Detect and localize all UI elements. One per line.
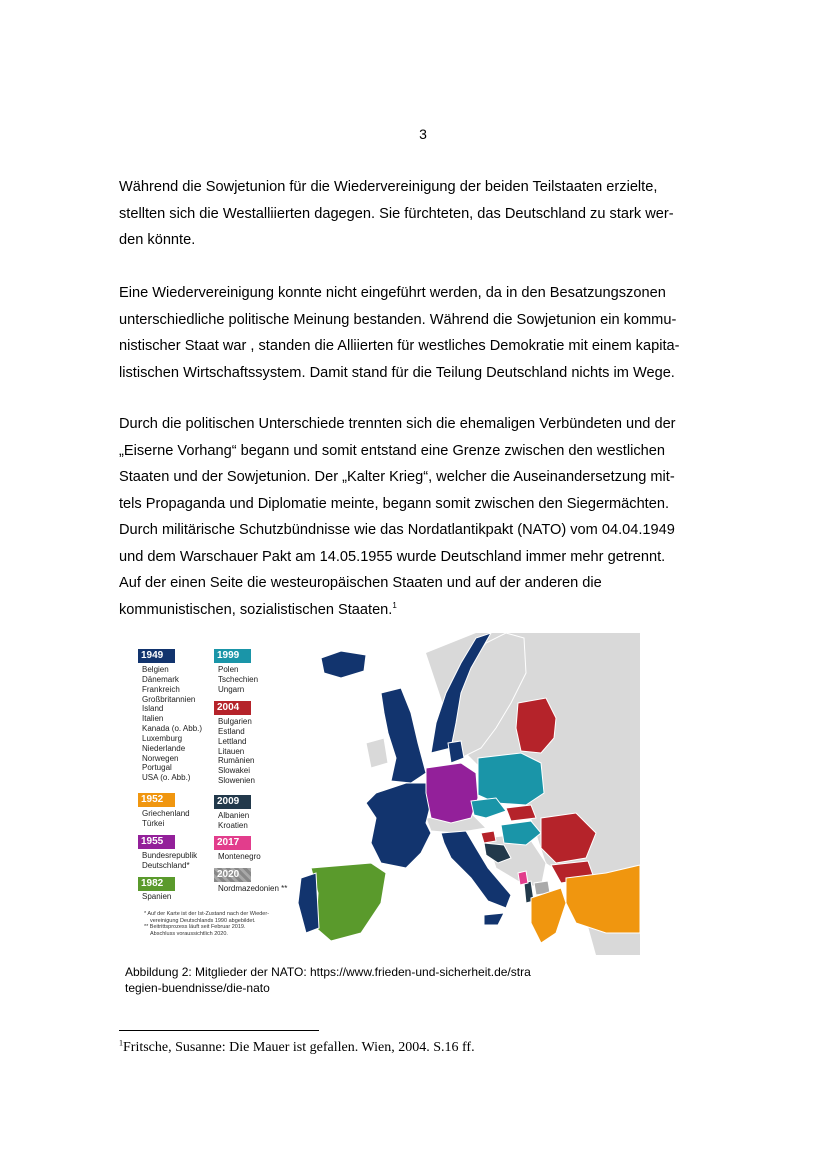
legend-badge-2017: 2017 — [214, 836, 251, 850]
legend-country: Griechenland — [142, 809, 190, 818]
footnote-reference[interactable]: 1 — [392, 600, 397, 610]
text-line — [119, 597, 711, 624]
legend-country: Italien — [142, 714, 164, 724]
legend-badge-1949: 1949 — [138, 649, 175, 663]
page-number: 3 — [419, 126, 427, 142]
text-line: Während die Sowjetunion für die Wiedervereinigung der beiden Teilstaaten erzielte, — [119, 179, 658, 195]
legend-country: Litauen — [218, 746, 245, 756]
map-legend — [126, 633, 640, 955]
text-line: und dem Warschauer Pakt am 14.05.1955 wurde Deutschland immer mehr getrennt. — [119, 548, 666, 565]
legend-badge-1952: 1952 — [138, 793, 175, 807]
legend-note: Abschluss voraussichtlich 2020. — [150, 930, 228, 937]
footnote — [119, 1040, 475, 1056]
legend-badge-2004: 2004 — [214, 701, 251, 715]
text-line: Staaten und der Sowjetunion. Der „Kalter Krieg“, welcher die Auseinandersetzung mit- — [119, 469, 675, 485]
legend-countries-1982 — [142, 892, 171, 902]
legend-country: Luxemburg — [142, 733, 183, 743]
legend-countries-2020 — [218, 884, 287, 894]
legend-badge-2020: 2020 — [214, 868, 251, 882]
legend-countries-1955 — [142, 851, 197, 871]
caption-line: Abbildung 2: Mitglieder der NATO: https://www.frieden-und-sicherheit.de/stra — [125, 965, 531, 979]
paragraph-reunification — [119, 174, 711, 254]
legend-note: ** Beitrittsprozess läuft seit Februar 2019. — [144, 924, 246, 930]
legend-countries-1952 — [142, 809, 190, 829]
text-line: Durch militärische Schutzbündnisse wie das Nordatlantikpakt (NATO) vom 04.04.1949 — [119, 522, 675, 538]
legend-countries-1999 — [218, 665, 258, 695]
footnote-text: Fritsche, Susanne: Die Mauer ist gefallen. Wien, 2004. S.16 ff. — [123, 1040, 475, 1055]
footnote-marker: 1 — [119, 1038, 123, 1048]
text-line: listischen Wirtschaftssystem. Damit stand für die Teilung Deutschland nichts im Wege. — [119, 364, 675, 381]
legend-country: Spanien — [142, 892, 172, 901]
legend-country: USA (o. Abb.) — [142, 773, 191, 783]
text-line: „Eiserne Vorhang“ begann und somit entstand eine Grenze zwischen den westlichen — [119, 442, 665, 459]
text-line: den könnte. — [119, 232, 196, 248]
legend-note: * Auf der Karte ist der Ist-Zustand nach der Wieder- — [144, 911, 270, 917]
legend-country: Norwegen — [142, 753, 179, 763]
text-line: tels Propaganda und Diplomatie meinte, begann somit zwischen den Siegermächten. — [119, 495, 670, 512]
nato-members-map — [126, 633, 640, 955]
legend-country: Kanada (o. Abb.) — [142, 724, 203, 734]
legend-badge-1999: 1999 — [214, 649, 251, 663]
legend-country: Rumänien — [218, 756, 255, 766]
paragraph-cold-war — [119, 411, 711, 623]
legend-note: vereinigung Deutschlands 1990 abgebildet. — [150, 917, 256, 924]
legend-country: Island — [142, 704, 164, 714]
legend-country: Dänemark — [142, 674, 179, 684]
legend-countries-2004 — [218, 717, 255, 786]
legend-country: Slowenien — [218, 776, 255, 786]
legend-badge-2009: 2009 — [214, 795, 251, 809]
caption-line: tegien-buendnisse/die-nato — [125, 981, 270, 995]
legend-badge-1955: 1955 — [138, 835, 175, 849]
legend-country: Portugal — [142, 763, 172, 773]
legend-country: Albanien — [218, 811, 250, 820]
legend-country: Niederlande — [142, 743, 186, 753]
legend-country: Bundesrepublik — [142, 851, 198, 860]
legend-country: Slowakei — [218, 766, 251, 776]
legend-country: Montenegro — [218, 852, 261, 861]
text-line: nistischer Staat war , standen die Alliierten für westliches Demokratie mit einem kapita- — [119, 338, 680, 354]
legend-country: Lettland — [218, 736, 247, 746]
legend-country: Türkei — [142, 818, 165, 828]
legend-country: Kroatien — [218, 820, 248, 830]
text-line: unterschiedliche politische Meinung bestanden. Während die Sowjetunion ein kommu- — [119, 311, 677, 328]
legend-country: Nordmazedonien ** — [218, 884, 288, 893]
legend-country: Belgien — [142, 665, 169, 674]
figure-caption — [125, 964, 565, 996]
legend-country: Frankreich — [142, 684, 180, 694]
legend-country: Estland — [218, 726, 245, 736]
legend-country: Tschechien — [218, 674, 259, 684]
legend-countries-1949 — [142, 665, 202, 783]
paragraph-political-differences — [119, 280, 711, 386]
legend-country: Bulgarien — [218, 717, 252, 726]
text-line: Durch die politischen Unterschiede trennten sich die ehemaligen Verbündeten und der — [119, 416, 676, 432]
text-line: Auf der einen Seite die westeuropäischen Staaten und auf der anderen die — [119, 575, 602, 591]
text-line-content: kommunistischen, sozialistischen Staaten. — [119, 601, 393, 618]
legend-badge-1982: 1982 — [138, 877, 175, 891]
legend-footnotes — [144, 911, 269, 937]
text-line: Eine Wiedervereinigung konnte nicht eingeführt werden, da in den Besatzungszonen — [119, 285, 666, 301]
legend-country: Großbritannien — [142, 694, 196, 704]
footnote-separator — [119, 1030, 319, 1031]
legend-country: Polen — [218, 665, 239, 674]
legend-country: Deutschland* — [142, 860, 190, 870]
legend-countries-2017 — [218, 852, 261, 862]
text-line: stellten sich die Westalliierten dagegen. Sie fürchteten, das Deutschland zu stark wer- — [119, 205, 674, 222]
legend-countries-2009 — [218, 811, 249, 831]
legend-country: Ungarn — [218, 684, 245, 694]
